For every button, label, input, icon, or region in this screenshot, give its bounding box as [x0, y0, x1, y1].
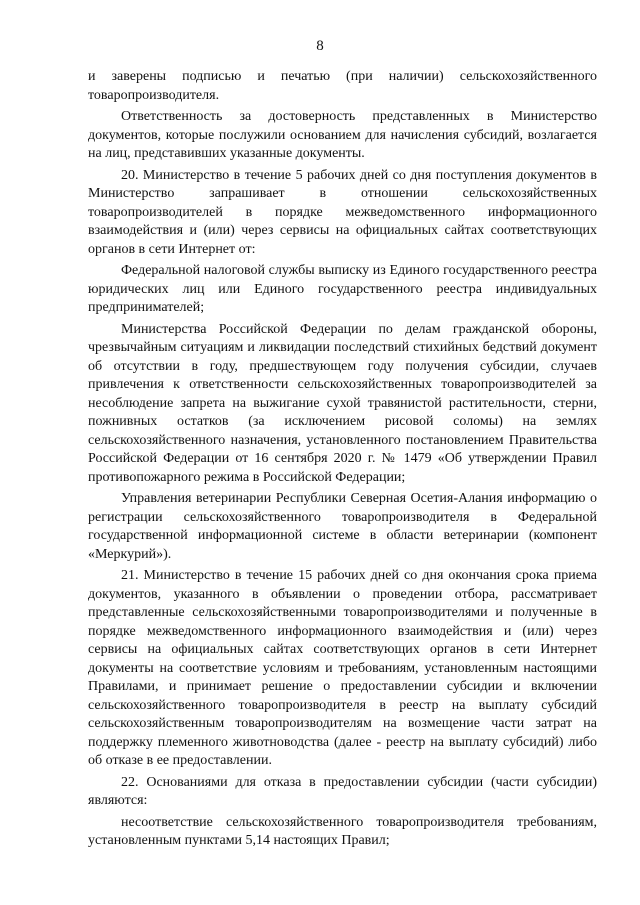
paragraph-responsibility: Ответственность за достоверность представленных в Министерство документов, которые послужили основанием для начисления субсидий, возлагается на лиц, представивших указанные документы.	[88, 109, 597, 161]
page-number: 8	[316, 38, 324, 54]
paragraph-veterinary-office: Управления ветеринарии Республики Северная Осетия-Алания информацию о регистрации сельскохозяйственного товаропроизводителя в Федеральной государственной информационной системе в области ветеринарии (компонент «Меркурий»).	[88, 491, 597, 562]
paragraph-emergency-ministry: Министерства Российской Федерации по делам гражданской обороны, чрезвычайным ситуациям и ликвидации последствий стихийных бедствий документ об отсутствии в году, предшествующем году получения субсидии, случаев привлечения к ответственности сельскохозяйственных товаропроизводителей за несоблюдение запрета на выжигание сухой травянистой растительности, стерни, пожнивных остатков (за исключением рисовой соломы) на землях сельскохозяйственного назначения, установленного постановлением Правительства Российской Федерации от 16 сентября 2020 г. № 1479 «Об утверждении Правил противопожарного режима в Российской Федерации;	[88, 321, 597, 485]
paragraph-item-20: 20. Министерство в течение 5 рабочих дней со дня поступления документов в Министерство запрашивает в отношении сельскохозяйственных товаропроизводителей в порядке межведомственного информационного взаимодействия и (или) через сервисы на официальных сайтах соответствующих органов в сети Интернет от:	[88, 167, 597, 257]
paragraph-refusal-ground: несоответствие сельскохозяйственного товаропроизводителя требованиям, установленным пунктами 5,14 настоящих Правил;	[88, 814, 597, 848]
paragraph-tax-service: Федеральной налоговой службы выписку из Единого государственного реестра юридических лиц или Единого государственного реестра индивидуальных предпринимателей;	[88, 263, 597, 315]
document-body	[88, 68, 597, 851]
paragraph-item-22: 22. Основаниями для отказа в предоставлении субсидии (части субсидии) являются:	[88, 774, 597, 808]
paragraph-item-21: 21. Министерство в течение 15 рабочих дней со дня окончания срока приема документов, указанного в объявлении о проведении отбора, рассматривает представленные сельскохозяйственными товаропроизводителями и полученные в порядке межведомственного информационного взаимодействия и (или) через сервисы на официальных сайтах соответствующих органов в сети Интернет документы на соответствие условиям и требованиям, установленным настоящими Правилами, и принимает решение о предоставлении субсидии и включении сельскохозяйственного товаропроизводителя в реестр на выплату субсидий сельскохозяйственным товаропроизводителям на возмещение части затрат на поддержку племенного животноводства (далее - реестр на выплату субсидий) либо об отказе в ее предоставлении.	[88, 568, 597, 768]
paragraph-continuation: и заверены подписью и печатью (при наличии) сельскохозяйственного товаропроизводителя.	[88, 69, 597, 103]
